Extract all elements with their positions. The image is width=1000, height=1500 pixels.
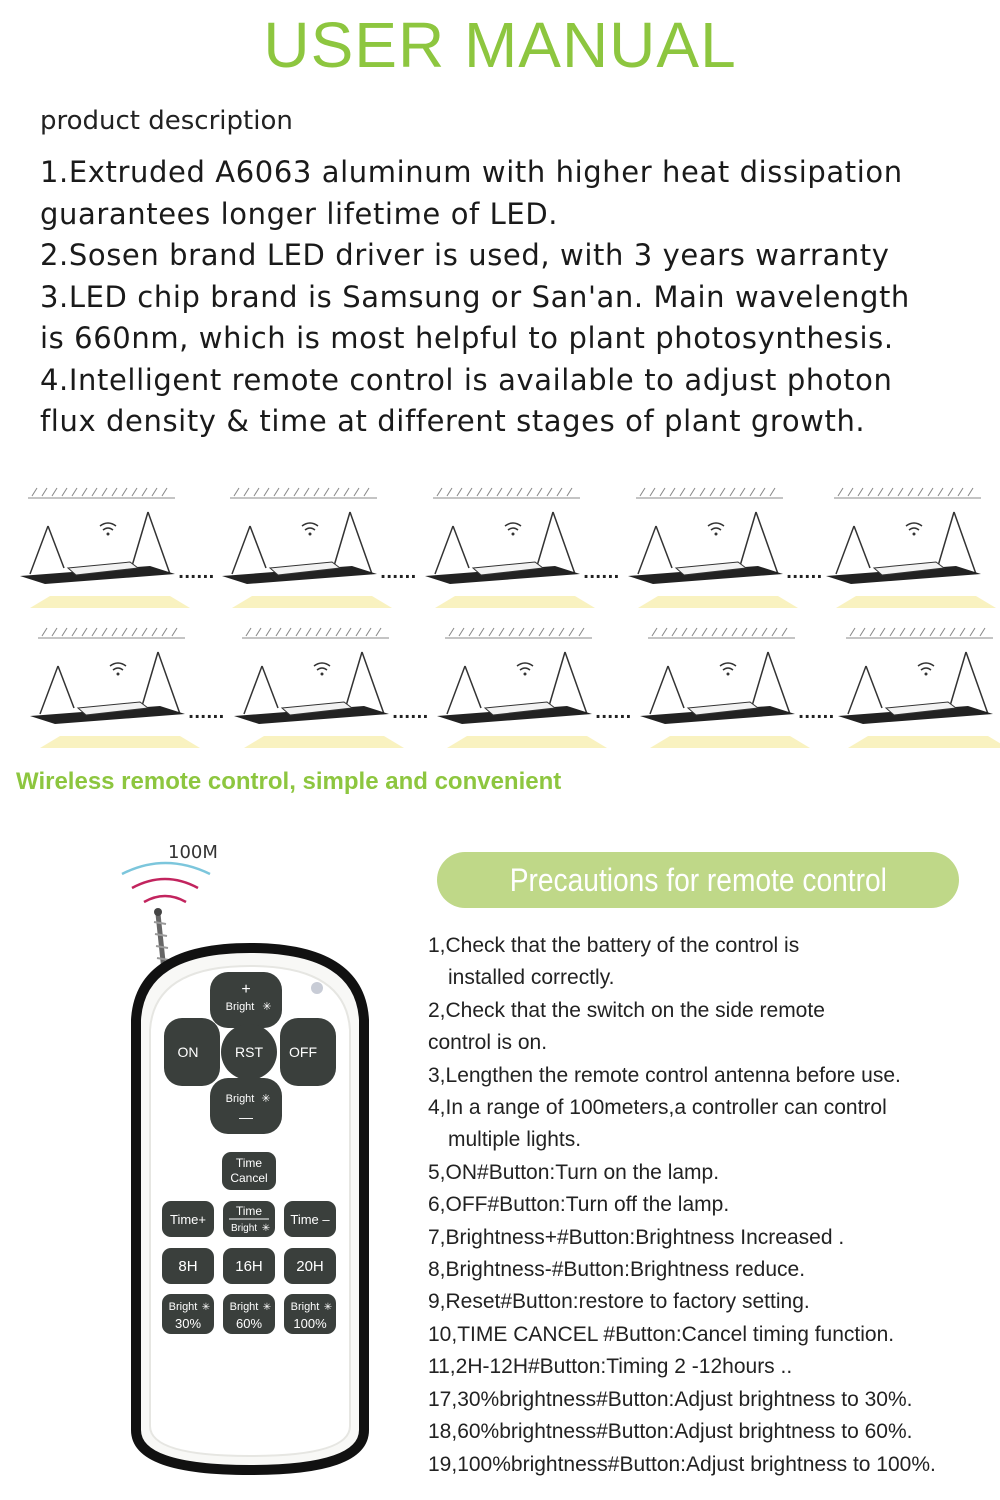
on-button[interactable] [164,1018,220,1086]
hanging-lamp-icon [425,488,619,608]
hanging-lamp-icon [628,488,822,608]
hanging-lamp-icon [222,488,416,608]
svg-text:Bright: Bright [230,1223,258,1234]
svg-text:Time+: Time+ [170,1212,206,1227]
hanging-lamp-icon [234,628,428,748]
product-description-heading: product description [40,106,293,136]
svg-text:......: ...... [595,703,632,722]
precaution-line: 8,Brightness-#Button:Brightness reduce. [428,1258,806,1282]
description-line: guarantees longer lifetime of LED. [40,196,559,231]
signal-arc-icon [144,896,186,902]
svg-text:Cancel: Cancel [230,1171,268,1185]
description-line: flux density & time at different stages of plant growth. [40,404,866,438]
off-button[interactable] [280,1018,336,1086]
svg-text:......: ...... [583,563,620,582]
bright-minus-button[interactable] [210,1078,282,1134]
precaution-line: 18,60%brightness#Button:Adjust brightness to 60%. [428,1420,913,1444]
time-minus-button[interactable] [284,1201,336,1237]
precaution-line: 7,Brightness+#Button:Brightness Increased . [428,1225,845,1249]
svg-text:Bright: Bright [168,1301,198,1313]
svg-text:✳: ✳ [201,1302,211,1313]
svg-text:100%: 100% [293,1316,327,1331]
description-line: 1.Extruded A6063 aluminum with higher heat dissipation [40,155,903,189]
svg-text:Time –: Time – [290,1212,330,1227]
bright-plus-button[interactable] [210,972,282,1028]
hanging-lamp-icon [640,628,834,748]
precaution-line: 4,In a range of 100meters,a controller can control [428,1096,887,1120]
precaution-line: multiple lights. [448,1128,582,1152]
precaution-line: 6,OFF#Button:Turn off the lamp. [428,1193,730,1217]
svg-text:Time: Time [235,1156,263,1170]
svg-text:Bright: Bright [290,1301,320,1313]
8h-button[interactable] [162,1248,214,1284]
svg-text:......: ...... [786,563,823,582]
svg-text:—: — [239,1109,253,1125]
svg-text:30%: 30% [174,1316,202,1331]
svg-text:✳: ✳ [262,1302,272,1313]
svg-text:✳: ✳ [262,1000,272,1013]
time-bright-button[interactable] [223,1201,275,1237]
precaution-line: 19,100%brightness#Button:Adjust brightness to 100%. [428,1452,936,1476]
hanging-lamp-icon [437,628,631,748]
svg-text:......: ...... [178,563,215,582]
description-line: 2.Sosen brand LED driver is used, with 3 years warranty [40,238,890,272]
svg-text:OFF: OFF [289,1044,317,1060]
20h-button[interactable] [284,1248,336,1284]
hanging-lamp-icon [826,488,996,608]
svg-text:......: ...... [380,563,417,582]
svg-text:......: ...... [392,703,429,722]
precaution-line: 10,TIME CANCEL #Button:Cancel timing function. [428,1322,895,1346]
rst-button[interactable] [221,1024,277,1080]
svg-text:Time: Time [235,1204,263,1218]
range-label: 100M [168,842,218,863]
signal-arc-icon [132,879,198,888]
precautions-heading: Precautions for remote control [509,861,887,898]
svg-text:Bright: Bright [225,1001,255,1013]
bright-100-button[interactable] [284,1294,336,1334]
time-cancel-button[interactable] [222,1152,276,1190]
precaution-line: 17,30%brightness#Button:Adjust brightness to 30%. [428,1387,913,1411]
precaution-line: 9,Reset#Button:restore to factory setting. [428,1290,810,1314]
svg-text:ON: ON [177,1044,199,1060]
svg-text:16H: 16H [235,1258,263,1275]
precaution-line: control is on. [428,1031,548,1055]
signal-arc-icon [122,863,210,874]
precaution-line: installed correctly. [448,966,615,990]
page-title: USER MANUAL [263,9,737,81]
hanging-lamp-icon [30,628,224,748]
precautions-heading-pill [437,852,959,908]
remote-control-illustration [110,830,380,1490]
svg-text:8H: 8H [178,1258,198,1275]
svg-text:+: + [241,981,251,998]
svg-text:✳: ✳ [261,1092,271,1105]
precaution-line: 11,2H-12H#Button:Timing 2 -12hours .. [428,1355,793,1379]
svg-text:RST: RST [235,1044,263,1060]
svg-text:Bright: Bright [225,1093,255,1105]
bright-60-button[interactable] [223,1294,275,1334]
description-line: 4.Intelligent remote control is available to adjust photon [40,362,893,397]
precaution-line: 3,Lengthen the remote control antenna before use. [428,1063,901,1087]
precaution-line: 1,Check that the battery of the control is [428,934,800,957]
lamp-row [0,478,1000,613]
wireless-caption: Wireless remote control, simple and convenient [16,768,562,795]
svg-text:✳: ✳ [261,1223,271,1234]
hanging-lamp-icon [838,628,1000,748]
lamp-row [0,618,1000,753]
hanging-lamp-icon [20,488,214,608]
svg-text:✳: ✳ [323,1302,333,1313]
product-description-list [40,152,980,443]
precaution-line: 2,Check that the switch on the side remote [428,998,825,1022]
led-indicator [311,982,323,994]
time-plus-button[interactable] [162,1201,214,1237]
svg-text:......: ...... [798,703,835,722]
description-line: is 660nm, which is most helpful to plant photosynthesis. [40,321,894,355]
description-line: 3.LED chip brand is Samsung or San'an. Main wavelength [40,279,910,314]
lamp-chain-illustration [0,470,1000,760]
svg-text:60%: 60% [235,1316,263,1331]
precaution-line: 5,ON#Button:Turn on the lamp. [428,1160,720,1184]
precautions-list [428,930,988,1481]
16h-button[interactable] [223,1248,275,1284]
svg-text:Bright: Bright [229,1301,259,1313]
bright-30-button[interactable] [162,1294,214,1334]
svg-text:20H: 20H [296,1258,324,1275]
svg-text:......: ...... [188,703,225,722]
